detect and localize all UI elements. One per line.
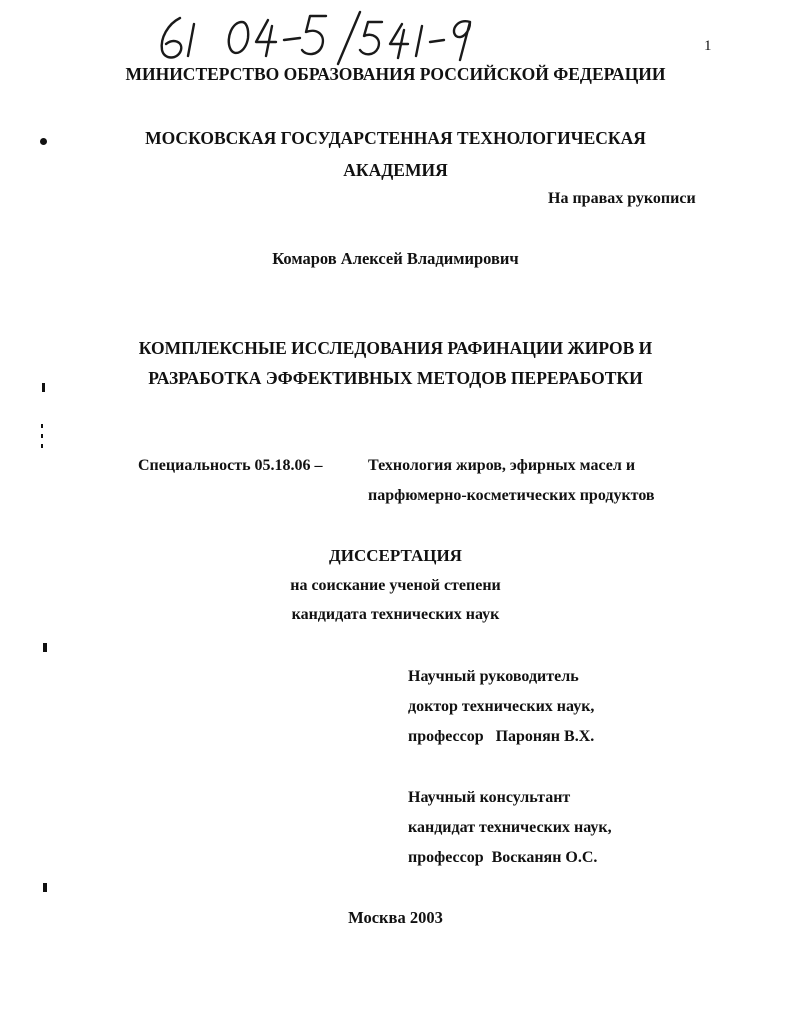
scan-mark [42, 383, 45, 392]
specialty-text-line2: парфюмерно-косметических продуктов [368, 487, 655, 504]
specialty-label: Специальность 05.18.06 – [138, 457, 323, 474]
supervisor-name: профессор Паронян В.Х. [408, 728, 595, 745]
dissertation-heading: ДИССЕРТАЦИЯ [329, 546, 462, 565]
scan-mark [43, 643, 47, 652]
consultant-degree: кандидат технических наук, [408, 819, 612, 836]
thesis-title-line2: РАЗРАБОТКА ЭФФЕКТИВНЫХ МЕТОДОВ ПЕРЕРАБОТКИ [148, 368, 643, 388]
city-year: Москва 2003 [348, 908, 443, 927]
manuscript-rights-note: На правах рукописи [548, 190, 696, 207]
degree-line2: кандидата технических наук [291, 606, 500, 623]
supervisor-degree: доктор технических наук, [408, 698, 595, 715]
consultant-name: профессор Восканян О.С. [408, 849, 598, 866]
supervisor-role: Научный руководитель [408, 668, 579, 685]
scan-mark [41, 434, 43, 438]
scan-mark [41, 424, 43, 428]
page-number: 1 [704, 38, 712, 54]
academy-name-line1: МОСКОВСКАЯ ГОСУДАРСТЕННАЯ ТЕХНОЛОГИЧЕСКАЯ [145, 128, 646, 148]
handwritten-archive-code [150, 8, 480, 66]
thesis-title-line1: КОМПЛЕКСНЫЕ ИССЛЕДОВАНИЯ РАФИНАЦИИ ЖИРОВ И [138, 338, 653, 358]
specialty-text-line1: Технология жиров, эфирных масел и [368, 457, 636, 474]
scan-mark [41, 444, 43, 448]
scan-mark [43, 883, 47, 892]
scan-mark [40, 138, 47, 145]
consultant-role: Научный консультант [408, 789, 571, 806]
academy-name-line2: АКАДЕМИЯ [343, 160, 448, 180]
author-name: Комаров Алексей Владимирович [272, 249, 519, 268]
ministry-heading: МИНИСТЕРСТВО ОБРАЗОВАНИЯ РОССИЙСКОЙ ФЕДЕРАЦИИ [125, 64, 666, 84]
degree-line1: на соискание ученой степени [290, 577, 501, 594]
